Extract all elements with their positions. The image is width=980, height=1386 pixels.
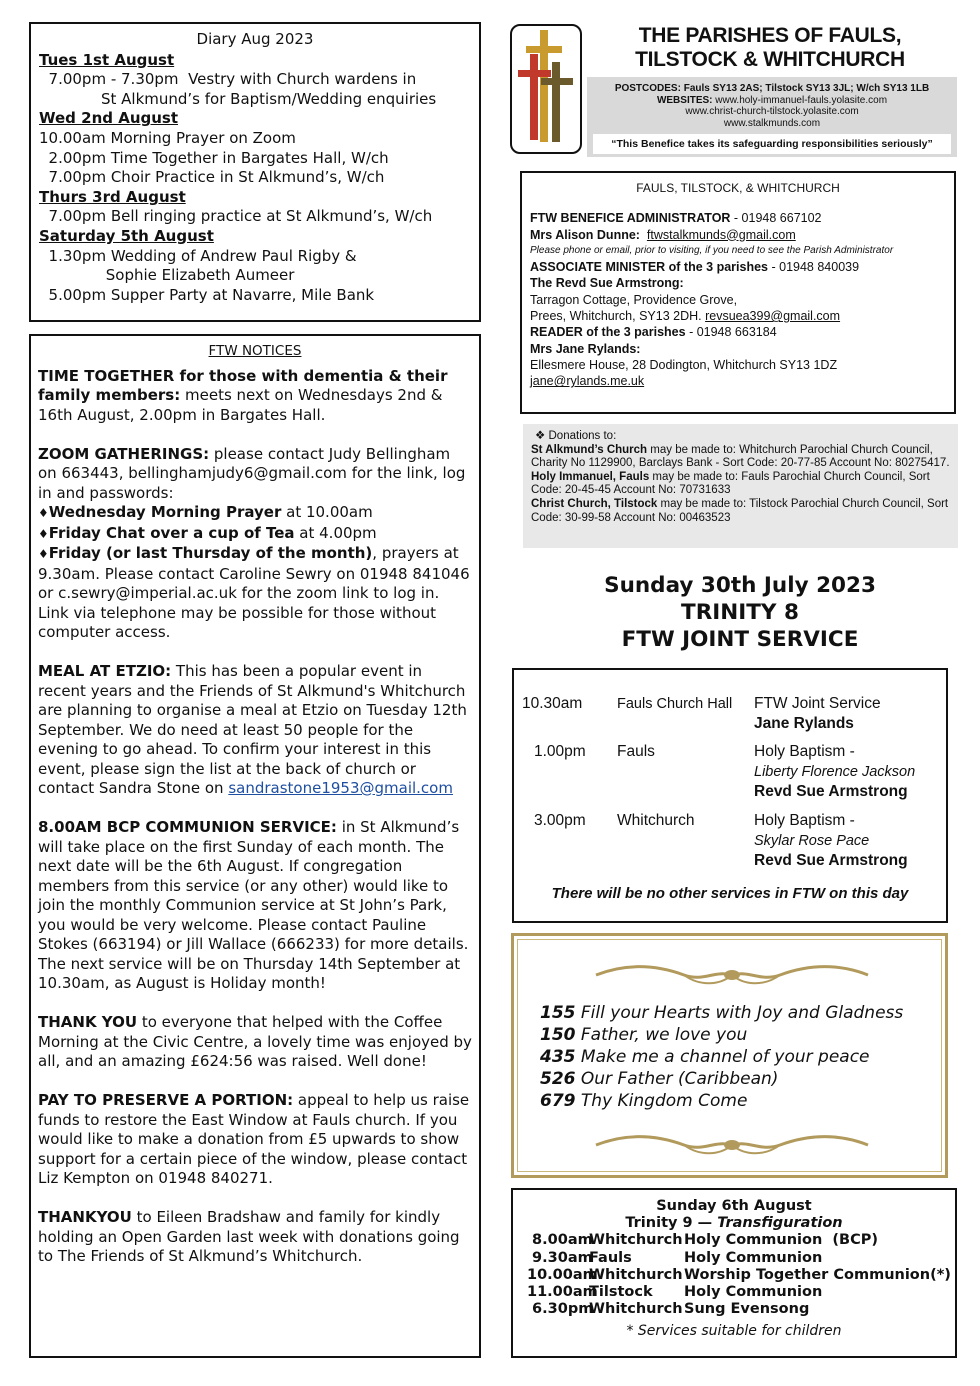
hymn-title: Father, we love you — [575, 1025, 748, 1045]
diary-event: St Alkmund’s for Baptism/Wedding enquiries — [39, 89, 437, 108]
next-service-row — [521, 1266, 951, 1284]
diary-day — [39, 188, 471, 227]
hymn-number: 526 — [540, 1069, 576, 1089]
next-service-time: 6.30pm — [527, 1301, 594, 1318]
diary-box — [29, 22, 481, 322]
notice-body: meets next on Wednesdays 2nd & 16th August, 2.00pm in Bargates Hall. — [38, 386, 443, 424]
next-service-name: Worship Together Communion(*) — [684, 1266, 951, 1283]
service-type: FTW JOINT SERVICE — [621, 627, 859, 652]
parish-title-line: THE PARISHES OF FAULS, — [638, 24, 902, 47]
next-service-row — [521, 1301, 947, 1318]
hymn-number: 155 — [540, 1003, 576, 1023]
services-note: There will be no other services in FTW on this day — [551, 885, 909, 902]
websites-label: WEBSITES: — [656, 94, 713, 106]
reader-entry — [530, 324, 946, 340]
diamond-bullet-icon: ♦ — [38, 526, 49, 541]
notice-time-together — [38, 367, 472, 426]
zoom-item-name: Friday Chat over a cup of Tea — [48, 523, 295, 542]
next-sunday-date: Sunday 6th August — [656, 1198, 812, 1214]
hymn-item — [540, 1046, 903, 1068]
parish-title-line: TILSTOCK & WHITCHURCH — [635, 48, 905, 71]
admin-email-link[interactable]: ftwstalkmunds@gmail.com — [646, 227, 796, 242]
crosses-icon — [512, 26, 579, 151]
donations-panel — [523, 424, 958, 548]
notice-thank-you — [38, 1013, 472, 1072]
notice-preserve — [38, 1091, 472, 1189]
services-box — [512, 668, 948, 923]
hymns-box — [511, 933, 948, 1178]
service-date: Sunday 30th July 2023 — [604, 573, 876, 598]
donation-details: may be made to: Tilstock Parochial Church Council, Sort Code: 30-99-58 Account No: 00463523 — [531, 497, 949, 524]
diary-title: Diary Aug 2023 — [196, 30, 314, 48]
donation-item — [531, 471, 950, 498]
donation-item — [531, 444, 950, 471]
notice-body: to Eileen Bradshaw and family for kindly holding an Open Garden last week with donations going to The Friends of St Alkmund’s Whitchurch. — [38, 1208, 460, 1265]
ornament-flourish-icon — [594, 1132, 870, 1158]
next-service-place: Whitchurch — [589, 1266, 683, 1283]
next-service-name: Holy Communion (BCP) — [684, 1232, 878, 1249]
notice-zoom — [38, 445, 472, 643]
person-name: Mrs Jane Rylands: — [530, 341, 641, 356]
phone: - 01948 667102 — [730, 211, 822, 226]
donations-heading: ❖ Donations to: — [535, 430, 617, 442]
website-link[interactable]: www.christ-church-tilstock.yolasite.com — [685, 106, 859, 117]
service-place: Fauls Church Hall — [617, 696, 733, 712]
hymn-item — [540, 1002, 903, 1024]
ornament-flourish-icon — [594, 962, 870, 988]
service-heading — [520, 572, 960, 653]
next-service-name: Holy Communion — [684, 1249, 823, 1266]
diary-day-heading: Wed 2nd August — [39, 109, 179, 128]
next-service-name: Holy Communion — [684, 1284, 823, 1301]
hymn-item — [540, 1090, 903, 1112]
safeguarding-statement: “This Benefice takes its safeguarding responsibilities seriously” — [593, 134, 951, 154]
next-service-place: Fauls — [589, 1249, 632, 1266]
hymn-title: Thy Kingdom Come — [575, 1091, 748, 1111]
next-service-time: 10.00am — [527, 1266, 598, 1283]
notice-thankyou-garden — [38, 1208, 472, 1267]
address-line: Tarragon Cottage, Providence Grove, — [530, 292, 738, 307]
reader-email-link[interactable]: jane@rylands.me.uk — [530, 374, 645, 389]
donation-details: may be made to: Fauls Parochial Church Council, Sort Code: 20-45-45 Account No: 70731633 — [531, 470, 930, 497]
donation-details: may be made to: Whitchurch Parochial Church Council, Charity No 1129900, Barclays Bank - Sort Code: 20-77-85 Account No: 80275417. — [531, 443, 950, 470]
diary-event: 1.30pm Wedding of Andrew Paul Rigby & — [39, 246, 357, 265]
service-title: Holy Baptism - — [754, 812, 855, 829]
notice-heading: MEAL AT ETZIO: — [38, 662, 172, 680]
diamond-bullet-icon: ♦ — [38, 506, 49, 520]
diary-day — [39, 109, 471, 187]
service-time: 3.00pm — [534, 812, 586, 829]
notice-body: to everyone that helped with the Coffee Morning at the Civic Centre, a lovely time was enjoyed by all, and an amazing £624:56 was raised. Well done! — [38, 1013, 472, 1070]
staff-box — [520, 171, 956, 414]
children-footnote: * Services suitable for children — [626, 1323, 842, 1340]
diary-day-heading: Saturday 5th August — [39, 226, 214, 245]
next-service-row — [521, 1284, 947, 1301]
service-leader: Revd Sue Armstrong — [754, 783, 908, 800]
role-label: FTW BENEFICE ADMINISTRATOR — [530, 211, 731, 226]
hymn-list — [540, 1002, 903, 1112]
notice-body: appeal to help us raise funds to restore the East Window at Fauls church. If you would like to make a donation from £5 upwards to show support for a certain piece of the window, please contact Liz Kempton on 01948 840271. — [38, 1091, 470, 1187]
service-title: Holy Baptism - — [754, 743, 855, 760]
service-time: 10.30am — [522, 695, 583, 712]
trinity-label: Trinity 9 — — [625, 1215, 718, 1232]
diary-event: 10.00am Morning Prayer on Zoom — [39, 128, 296, 147]
zoom-item-name: Friday (or last Thursday of the month) — [48, 544, 373, 562]
diary-event: Sophie Elizabeth Aumeer — [39, 266, 295, 285]
feast-name: Transfiguration — [717, 1215, 843, 1232]
notice-heading: ZOOM GATHERINGS: — [38, 444, 210, 463]
service-time: 1.00pm — [534, 743, 586, 760]
service-title: FTW Joint Service — [754, 695, 881, 712]
staff-title: FAULS, TILSTOCK, & WHITCHURCH — [636, 181, 840, 195]
notice-heading: TIME TOGETHER for those with dementia & their family members: — [38, 366, 448, 404]
diary-event: 5.00pm Supper Party at Navarre, Mile Bank — [39, 285, 375, 304]
postcodes: POSTCODES: Fauls SY13 2AS; Tilstock SY13 3JL; W/ch SY13 1LB — [614, 83, 930, 94]
donation-item — [531, 498, 950, 525]
notice-body: please contact Judy Bellingham on 663443, bellinghamjudy6@gmail.com for the link, log in and passwords: — [38, 444, 466, 502]
website-link[interactable]: www.holy-immanuel-fauls.yolasite.com — [715, 94, 888, 106]
hymn-number: 150 — [540, 1025, 576, 1045]
church-name: Holy Immanuel, Fauls — [531, 470, 650, 483]
person-name: The Revd Sue Armstrong: — [530, 276, 684, 291]
admin-entry — [530, 210, 946, 226]
assoc-email-link[interactable]: revsuea399@gmail.com — [705, 309, 841, 324]
notice-bcp — [38, 818, 472, 994]
service-place: Fauls — [617, 743, 655, 760]
zoom-item-detail: , prayers at 9.30am. Please contact Caroline Sewry on 01948 841046 or c.sewry@imperial.ac.uk for the zoom link to log in. Link via telephone may be possible for those without computer access. — [38, 544, 470, 641]
notice-body: This has been a popular event in recent years and the Friends of St Alkmund's Whitchurch are planning to organise a meal at Etzio on Tuesday 12th September. We do need at least 50 people for the evening to go ahead. To confirm your interest in this event, please sign the list at the back of church or contact Sandra Stone on — [38, 662, 467, 797]
diary-event: 7.00pm - 7.30pm Vestry with Church wardens in — [39, 70, 417, 89]
next-service-place: Whitchurch — [589, 1301, 683, 1318]
next-sunday-box — [511, 1188, 957, 1358]
next-service-time: 9.30am — [527, 1249, 593, 1266]
baptism-name: Skylar Rose Pace — [754, 833, 870, 849]
sandra-email-link[interactable]: sandrastone1953@gmail.com — [228, 779, 453, 797]
next-sunday-trinity — [521, 1215, 947, 1232]
address-line: Prees, Whitchurch, SY13 2DH. — [530, 309, 706, 324]
next-service-name: Sung Evensong — [684, 1301, 810, 1318]
phone: - 01948 663184 — [685, 325, 777, 340]
crosses-logo — [510, 24, 582, 154]
hymn-item — [540, 1024, 903, 1046]
service-place: Whitchurch — [617, 812, 695, 829]
assoc-entry — [530, 259, 946, 275]
diary-day-heading: Tues 1st August — [39, 50, 175, 69]
next-service-row — [521, 1232, 947, 1249]
service-desc — [754, 694, 954, 734]
hymn-number: 679 — [540, 1091, 576, 1111]
phone: - 01948 840039 — [768, 260, 860, 275]
address-line: Ellesmere House, 28 Dodington, Whitchurch SY13 1DZ — [530, 357, 838, 372]
role-label: READER of the 3 parishes — [530, 325, 686, 340]
next-service-place: Tilstock — [589, 1284, 653, 1301]
diary-event: 7.00pm Choir Practice in St Alkmund’s, W/ch — [39, 168, 385, 187]
next-service-row — [521, 1250, 947, 1267]
next-service-time: 8.00am — [527, 1232, 593, 1249]
diary-day-heading: Thurs 3rd August — [39, 187, 186, 206]
notice-heading: THANKYOU — [38, 1208, 132, 1226]
zoom-item-name: Wednesday Morning Prayer — [48, 503, 282, 521]
notices-box — [29, 334, 481, 1358]
admin-note: Please phone or email, prior to visiting, if you need to see the Parish Administrator — [530, 244, 894, 256]
service-desc — [754, 811, 954, 871]
notices-title: FTW NOTICES — [208, 343, 302, 359]
service-trinity: TRINITY 8 — [681, 600, 799, 625]
diary-day — [39, 227, 471, 305]
hymn-number: 435 — [540, 1047, 576, 1067]
church-name: St Alkmund’s Church — [531, 443, 648, 456]
service-leader: Jane Rylands — [754, 715, 854, 732]
notice-heading: THANK YOU — [38, 1013, 138, 1031]
service-leader: Revd Sue Armstrong — [754, 852, 908, 869]
baptism-name: Liberty Florence Jackson — [754, 764, 916, 780]
notice-heading: 8.00AM BCP COMMUNION SERVICE: — [38, 818, 337, 836]
hymn-title: Our Father (Caribbean) — [575, 1069, 779, 1089]
zoom-item-detail: at 10.00am — [281, 503, 373, 521]
service-desc — [754, 742, 954, 802]
hymn-item — [540, 1068, 903, 1090]
hymn-title: Make me a channel of your peace — [575, 1047, 870, 1067]
website-link[interactable]: www.stalkmunds.com — [723, 117, 821, 129]
person-name: Mrs Alison Dunne: — [530, 227, 640, 242]
hymn-title: Fill your Hearts with Joy and Gladness — [575, 1003, 904, 1023]
zoom-item-detail: at 4.00pm — [294, 523, 377, 542]
diary-day — [39, 51, 471, 110]
diary-event: 7.00pm Bell ringing practice at St Alkmund’s, W/ch — [39, 207, 433, 226]
notice-heading: PAY TO PRESERVE A PORTION: — [38, 1091, 294, 1109]
notice-body: in St Alkmund’s will take place on the first Sunday of each month. The next date will be the 6th August. If congregation members from this service (or any other) would like to join the monthly Communion service at St John’s Park, you would be very welcome. Please contact Pauline Stokes (663194) or Jill Wallace (666233) for more details. The next service will be on Thursday 14th September at 10.30am, as August is Holiday month! — [38, 818, 469, 992]
church-name: Christ Church, Tilstock — [531, 497, 658, 510]
next-service-time: 11.00am — [527, 1284, 598, 1301]
parish-title — [590, 24, 950, 72]
diamond-bullet-icon: ♦ — [38, 547, 49, 561]
next-service-place: Whitchurch — [589, 1232, 683, 1249]
role-label: ASSOCIATE MINISTER of the 3 parishes — [530, 260, 769, 275]
notice-meal — [38, 662, 472, 799]
diary-event: 2.00pm Time Together in Bargates Hall, W/ch — [39, 148, 389, 167]
